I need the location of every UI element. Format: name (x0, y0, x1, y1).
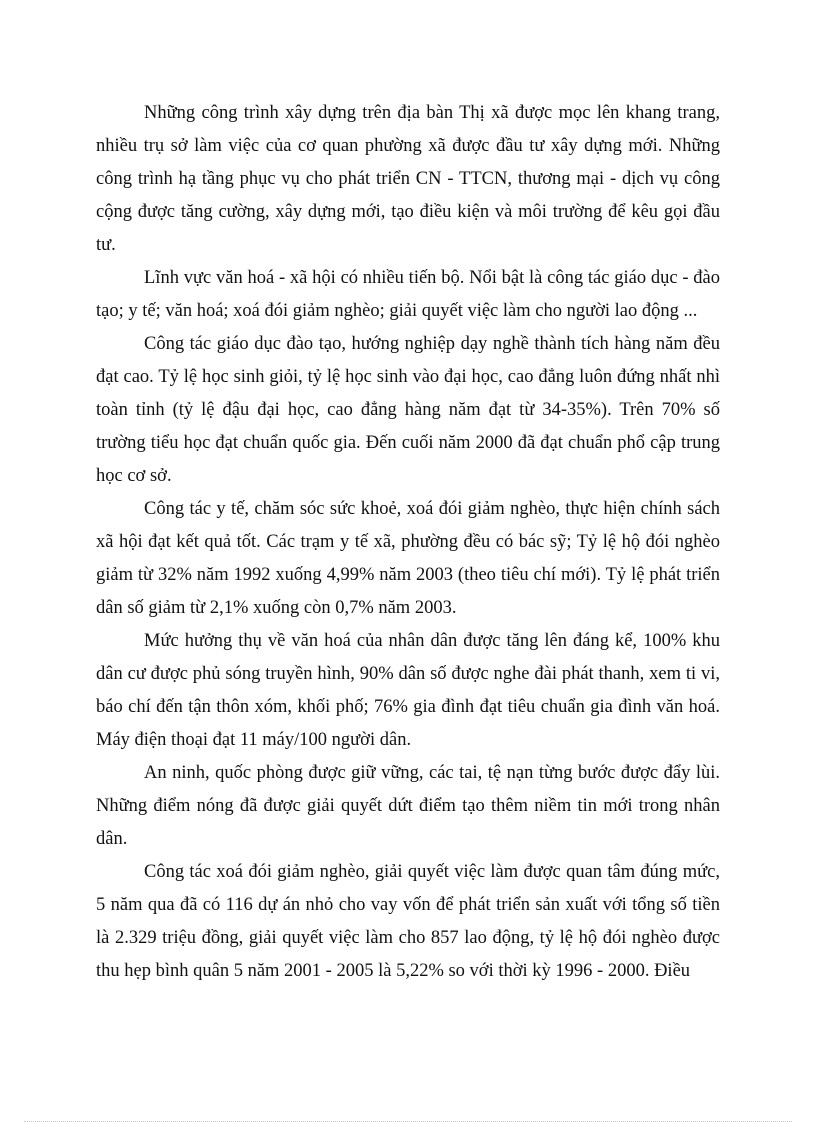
paragraph-cultural-enjoyment: Mức hưởng thụ về văn hoá của nhân dân được tăng lên đáng kể, 100% khu dân cư được phủ sóng truyền hình, 90% dân số được nghe đài phát thanh, xem ti vi, báo chí đến tận thôn xóm, khối phố; 76% gia đình đạt tiêu chuẩn gia đình văn hoá. Máy điện thoại đạt 11 máy/100 người dân. (96, 631, 720, 750)
paragraph-health: Công tác y tế, chăm sóc sức khoẻ, xoá đói giảm nghèo, thực hiện chính sách xã hội đạt kết quả tốt. Các trạm y tế xã, phường đều có bác sỹ; Tỷ lệ hộ đói nghèo giảm từ 32% năm 1992 xuống 4,99% năm 2003 (theo tiêu chí mới). Tỷ lệ phát triển dân số giảm từ 2,1% xuống còn 0,7% năm 2003. (96, 499, 720, 618)
document-page (96, 97, 720, 988)
paragraph-poverty-reduction: Công tác xoá đói giảm nghèo, giải quyết việc làm được quan tâm đúng mức, 5 năm qua đã có 116 dự án nhỏ cho vay vốn để phát triển sản xuất với tổng số tiền là 2.329 triệu đồng, giải quyết việc làm cho 857 lao động, tỷ lệ hộ đói nghèo được thu hẹp bình quân 5 năm 2001 - 2005 là 5,22% so với thời kỳ 1996 - 2000. Điều (96, 862, 720, 981)
paragraph-security: An ninh, quốc phòng được giữ vững, các tai, tệ nạn từng bước được đẩy lùi. Những điểm nóng đã được giải quyết dứt điểm tạo thêm niềm tin mới trong nhân dân. (96, 763, 720, 849)
page-bottom-divider (24, 1121, 792, 1122)
paragraph-construction: Những công trình xây dựng trên địa bàn Thị xã được mọc lên khang trang, nhiều trụ sở làm việc của cơ quan phường xã được đầu tư xây dựng mới. Những công trình hạ tầng phục vụ cho phát triển CN - TTCN, thương mại - dịch vụ công cộng được tăng cường, xây dựng mới, tạo điều kiện và môi trường để kêu gọi đầu tư. (96, 103, 720, 255)
paragraph-education: Công tác giáo dục đào tạo, hướng nghiệp dạy nghề thành tích hàng năm đều đạt cao. Tỷ lệ học sinh giỏi, tỷ lệ học sinh vào đại học, cao đẳng luôn đứng nhất nhì toàn tỉnh (tỷ lệ đậu đại học, cao đẳng hàng năm đạt từ 34-35%). Trên 70% số trường tiểu học đạt chuẩn quốc gia. Đến cuối năm 2000 đã đạt chuẩn phổ cập trung học cơ sở. (96, 334, 720, 486)
paragraph-culture-society: Lĩnh vực văn hoá - xã hội có nhiều tiến bộ. Nổi bật là công tác giáo dục - đào tạo; y tế; văn hoá; xoá đói giảm nghèo; giải quyết việc làm cho người lao động ... (96, 268, 720, 321)
